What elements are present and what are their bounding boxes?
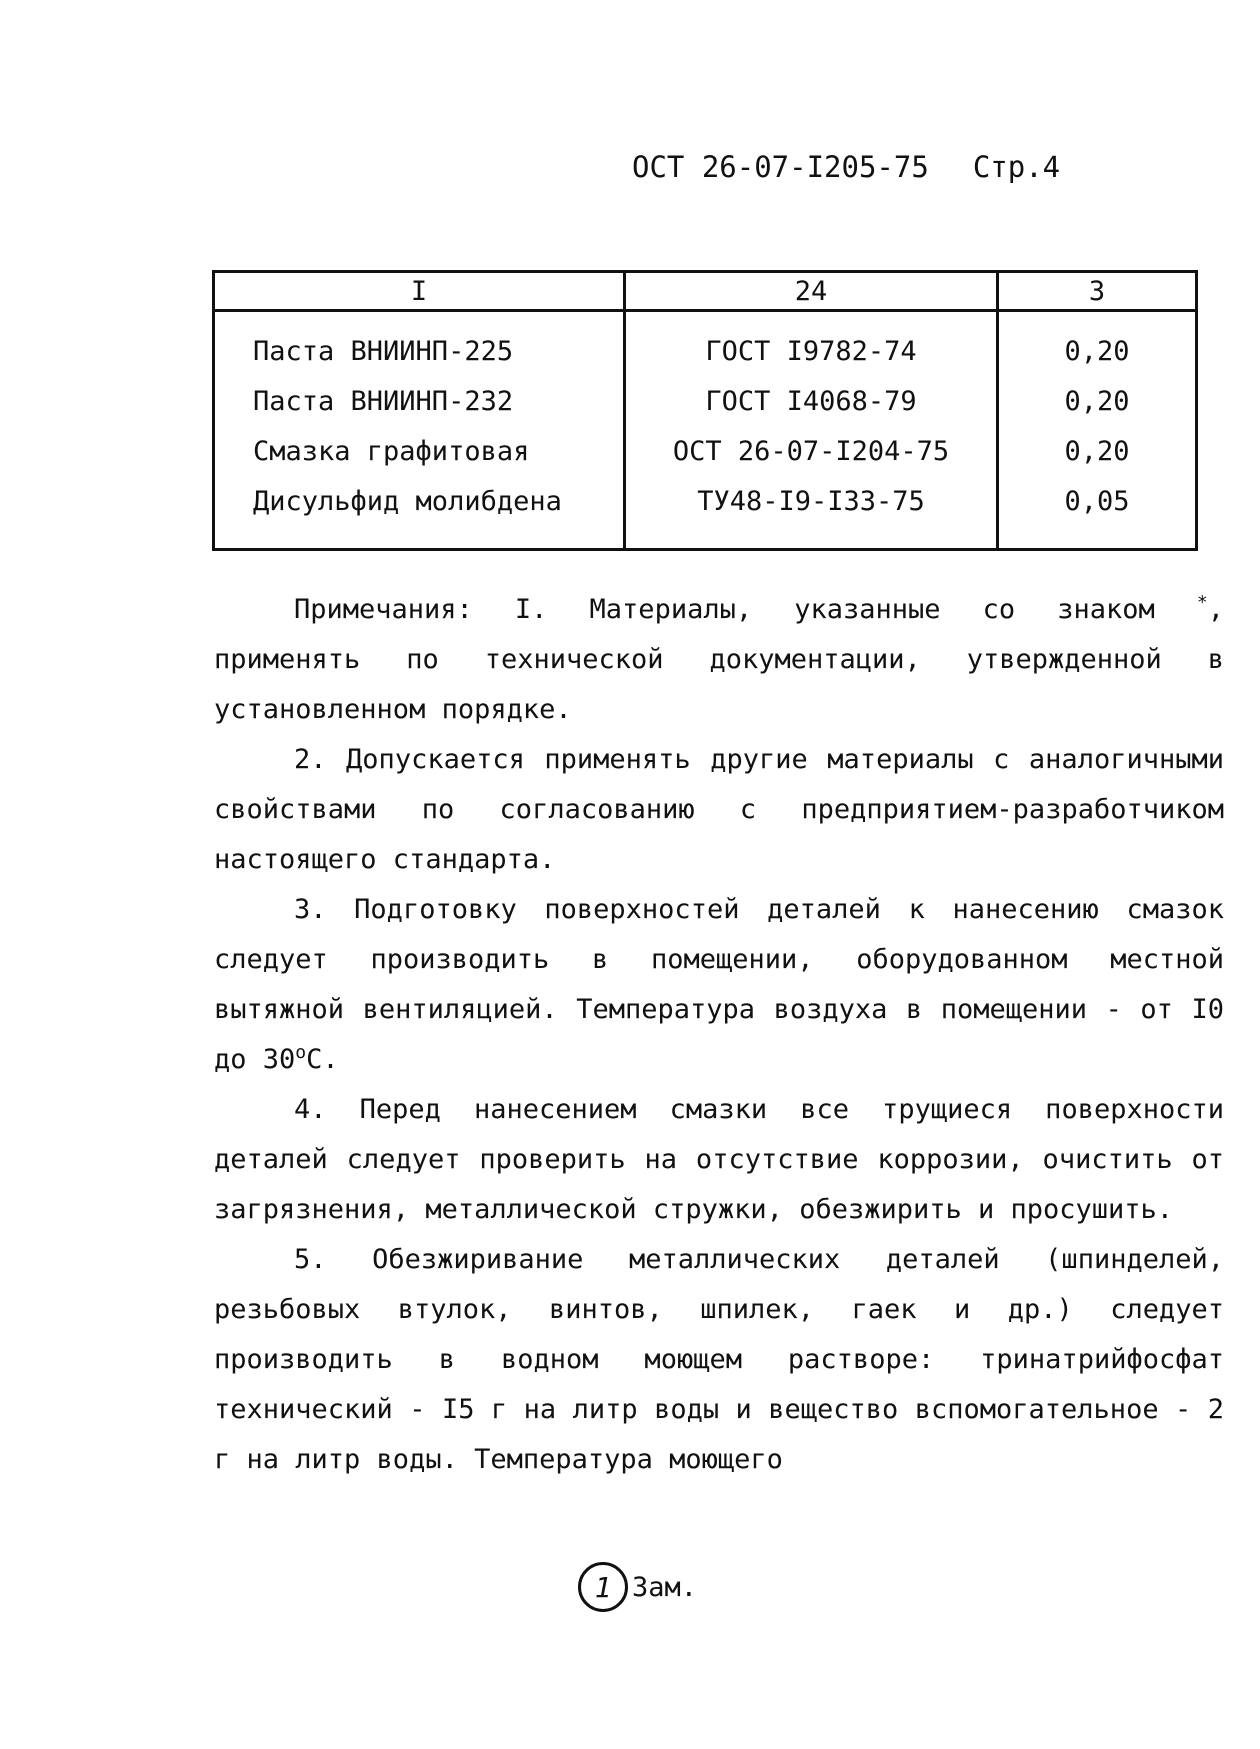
page-number: Стр.4	[972, 150, 1061, 184]
material-value: 0,20	[998, 376, 1197, 426]
table-row	[214, 426, 1197, 476]
materials-table	[212, 270, 1198, 551]
change-number-circle: 1	[578, 1562, 628, 1612]
note-4: 4. Перед нанесением смазки все трущиеся поверхности деталей следует проверить на отсутствие коррозии, очистить от загрязнения, металлической стружки, обезжирить и просушить.	[214, 1094, 1224, 1225]
column-header-1: I	[214, 272, 625, 311]
material-value: 0,20	[998, 426, 1197, 476]
note-1-text-end: , применять по технической документации, утвержденной в установленном порядке.	[214, 594, 1224, 725]
material-document: ТУ48-I9-I33-75	[625, 476, 998, 550]
change-label: Зам.	[632, 1571, 698, 1603]
table-row	[214, 311, 1197, 377]
material-document: ГОСТ I4068-79	[625, 376, 998, 426]
note-3-text-start: 3. Подготовку поверхностей деталей к нанесению смазок следует производить в помещении, оборудованном местной вытяжной вентиляцией. Температура воздуха в помещении - от I0 до 30	[214, 894, 1224, 1075]
material-value: 0,05	[998, 476, 1197, 550]
material-document: ГОСТ I9782-74	[625, 311, 998, 377]
note-5: 5. Обезжиривание металлических деталей (шпинделей, резьбовых втулок, винтов, шпилек, гаек и др.) следует производить в водном моющем растворе: тринатрийфосфат технический - I5 г на литр воды и вещество вспомогательное - 2 г на литр воды. Температура моющего	[214, 1244, 1224, 1475]
table-row	[214, 476, 1197, 550]
note-3	[214, 885, 1224, 1085]
notes-section	[214, 585, 1224, 1485]
material-name: Паста ВНИИНП-225	[214, 311, 625, 377]
material-name: Паста ВНИИНП-232	[214, 376, 625, 426]
standard-number: ОСТ 26-07-I205-75	[632, 150, 929, 184]
page-header	[632, 150, 1060, 184]
note-1-text-start: Примечания: I. Материалы, указанные со знаком	[294, 594, 1197, 625]
column-header-2: 24	[625, 272, 998, 311]
note-1	[214, 585, 1224, 735]
material-name: Дисульфид молибдена	[214, 476, 625, 550]
table-header-row	[214, 272, 1197, 311]
material-name: Смазка графитовая	[214, 426, 625, 476]
degree-mark: o	[295, 1042, 307, 1063]
change-mark	[578, 1562, 697, 1612]
asterisk-mark: *	[1196, 592, 1208, 613]
note-3-text-end: С.	[306, 1044, 339, 1075]
material-document: ОСТ 26-07-I204-75	[625, 426, 998, 476]
note-2: 2. Допускается применять другие материалы с аналогичными свойствами по согласованию с предприятием-разработчиком настоящего стандарта.	[214, 744, 1224, 875]
column-header-3: 3	[998, 272, 1197, 311]
material-value: 0,20	[998, 311, 1197, 377]
table-row	[214, 376, 1197, 426]
